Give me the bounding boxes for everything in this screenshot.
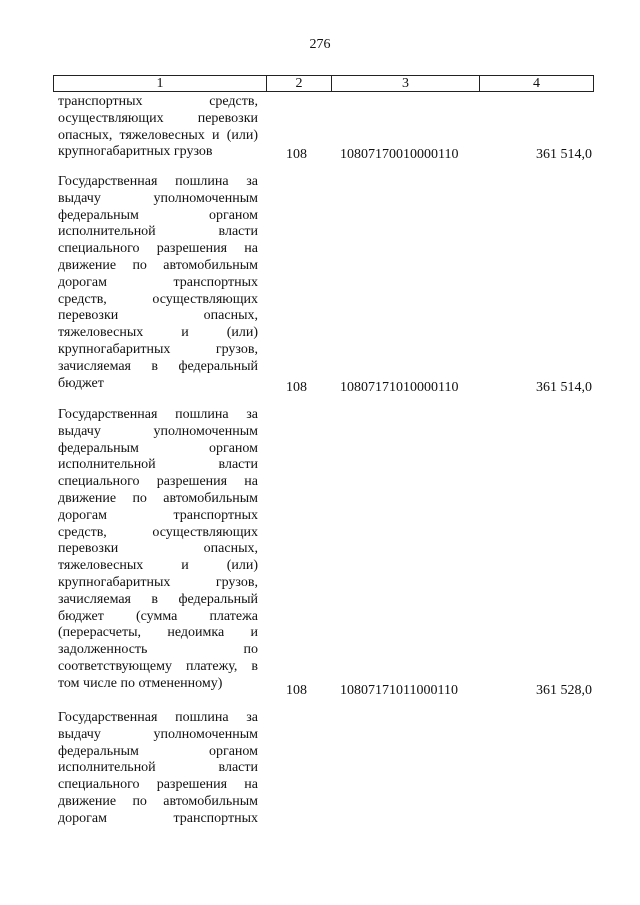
description-line: дорогам транспортных [58,810,258,826]
row-amount: 361 514,0 [536,380,592,395]
description-line: задолженность по [58,642,258,658]
description-line: движение по автомобильным [58,490,258,506]
row-kbk: 10807171010000110 [340,380,459,395]
description-line: осуществляющих перевозки [58,110,258,126]
row-code: 108 [286,147,307,162]
description-line: перевозки опасных, [58,308,258,324]
description-line: федеральным органом [58,743,258,759]
description-line: дорогам транспортных [58,507,258,523]
description-line: зачисляемая в федеральный [58,591,258,607]
description-line: зачисляемая в федеральный [58,358,258,374]
description-line: специального разрешения на [58,474,258,490]
page-number: 276 [309,37,331,52]
description-line: тяжеловесных и (или) [58,325,258,341]
row-description [58,407,258,693]
description-line: опасных, тяжеловесных и (или) [58,127,258,143]
row-description [58,174,258,392]
description-line: движение по автомобильным [58,257,258,273]
description-line: исполнительной власти [58,457,258,473]
description-line: специального разрешения на [58,777,258,793]
row-kbk: 10807170010000110 [340,147,459,162]
description-line: средств, осуществляющих [58,291,258,307]
description-line: федеральным органом [58,440,258,456]
description-line: бюджет (сумма платежа [58,608,258,624]
description-line: исполнительной власти [58,224,258,240]
column-header-3: 3 [331,75,480,92]
description-line: дорогам транспортных [58,274,258,290]
description-line: выдачу уполномоченным [58,190,258,206]
description-line: тяжеловесных и (или) [58,558,258,574]
column-header-2: 2 [266,75,332,92]
description-line: соответствующему платежу, в [58,658,258,674]
description-line: (перерасчеты, недоимка и [58,625,258,641]
description-line: специального разрешения на [58,241,258,257]
description-line: Государственная пошлина за [58,174,258,189]
description-line: движение по автомобильным [58,793,258,809]
description-line: крупногабаритных грузов, [58,341,258,357]
description-line: том числе по отмененному) [58,675,223,691]
row-code: 108 [286,380,307,395]
description-line: исполнительной власти [58,760,258,776]
row-amount: 361 528,0 [536,683,592,698]
description-line: транспортных средств, [58,94,258,109]
row-kbk: 10807171011000110 [340,683,458,698]
row-description [58,710,258,828]
row-code: 108 [286,683,307,698]
description-line: Государственная пошлина за [58,407,258,422]
description-line: перевозки опасных, [58,541,258,557]
row-amount: 361 514,0 [536,147,592,162]
description-line: федеральным органом [58,207,258,223]
description-line: бюджет [58,375,104,391]
description-line: выдачу уполномоченным [58,423,258,439]
description-line: выдачу уполномоченным [58,726,258,742]
description-line: крупногабаритных грузов, [58,574,258,590]
column-header-4: 4 [479,75,594,92]
description-line: Государственная пошлина за [58,710,258,725]
column-header-1: 1 [53,75,267,92]
description-line: средств, осуществляющих [58,524,258,540]
row-description [58,94,258,161]
description-line: крупногабаритных грузов [58,144,213,160]
